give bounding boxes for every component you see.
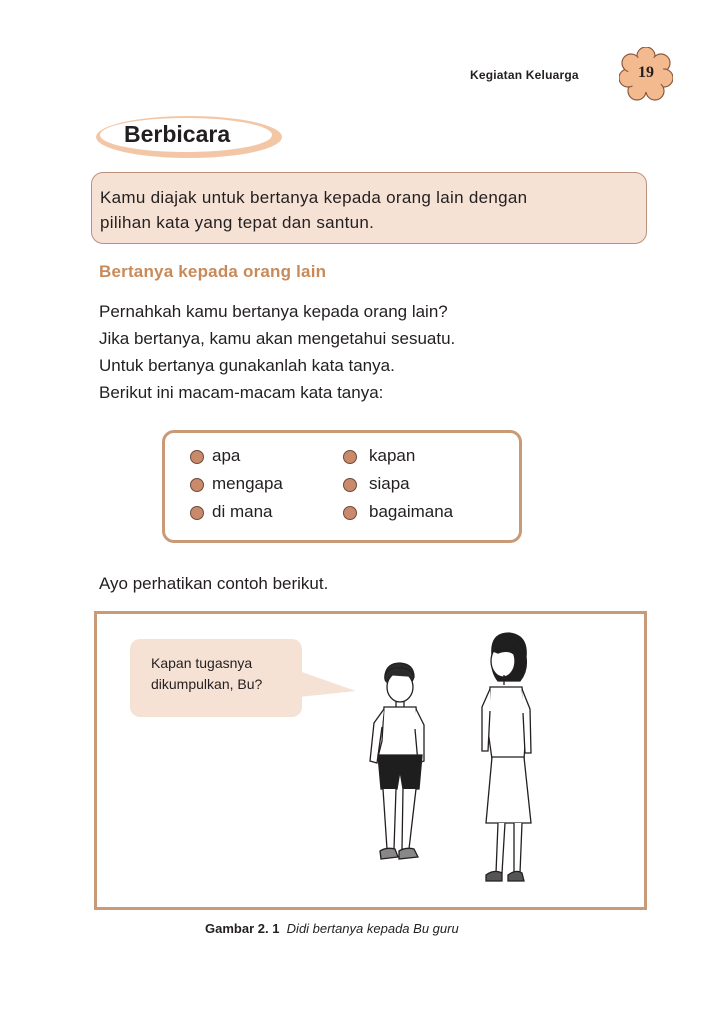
body-paragraph [99, 298, 455, 406]
caption-label: Gambar 2. 1 [205, 921, 280, 936]
bullet-icon [190, 450, 204, 464]
question-word: apa [212, 446, 241, 465]
bullet-icon [343, 450, 357, 464]
bullet-icon [343, 506, 357, 520]
speech-line: dikumpulkan, Bu? [151, 676, 263, 692]
intro-line: Kamu diajak untuk bertanya kepada orang lain dengan [100, 188, 528, 207]
intro-line: pilihan kata yang tepat dan santun. [100, 213, 375, 232]
question-word: kapan [369, 446, 416, 465]
paragraph-line: Untuk bertanya gunakanlah kata tanya. [99, 356, 395, 375]
question-word: bagaimana [369, 502, 454, 521]
speech-line: Kapan tugasnya [151, 655, 253, 671]
subheading: Bertanya kepada orang lain [99, 262, 327, 281]
figure-frame [94, 611, 647, 910]
intro-box [91, 172, 647, 244]
page-number: 19 [638, 64, 654, 81]
running-header: Kegiatan Keluarga [470, 68, 579, 82]
section-heading [94, 114, 284, 160]
section-title: Berbicara [124, 121, 231, 147]
figure-caption [205, 921, 459, 936]
question-word: di mana [212, 502, 273, 521]
question-word: mengapa [212, 474, 283, 493]
caption-text: Didi bertanya kepada Bu guru [286, 921, 459, 936]
illustration [94, 611, 647, 910]
teacher-illustration [482, 633, 531, 881]
question-words-box [162, 430, 522, 543]
page-number-badge [619, 47, 673, 101]
bullet-icon [343, 478, 357, 492]
question-word: siapa [369, 474, 410, 493]
example-intro: Ayo perhatikan contoh berikut. [99, 574, 329, 593]
bullet-icon [190, 506, 204, 520]
paragraph-line: Berikut ini macam-macam kata tanya: [99, 383, 384, 402]
paragraph-line: Jika bertanya, kamu akan mengetahui sesuatu. [99, 329, 456, 348]
paragraph-line: Pernahkah kamu bertanya kepada orang lain? [99, 302, 448, 321]
bullet-icon [190, 478, 204, 492]
intro-text [100, 185, 640, 235]
boy-illustration [370, 663, 424, 859]
